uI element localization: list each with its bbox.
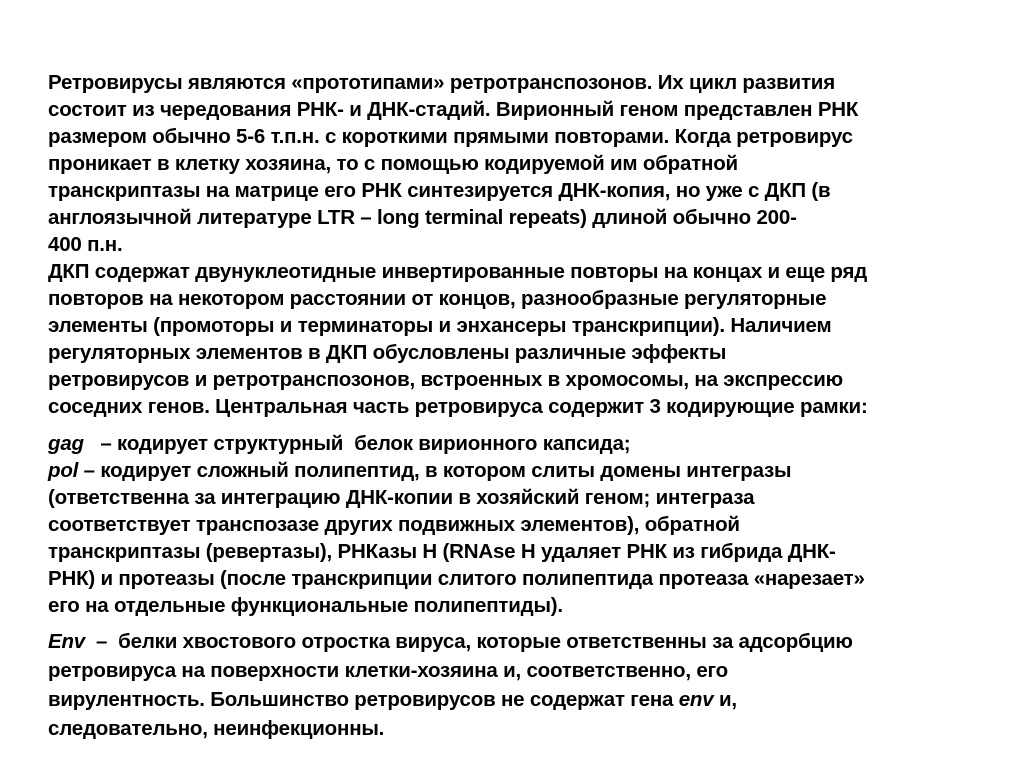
text-line: ретровирусов и ретротранспозонов, встроенных в хромосомы, на экспрессию [48, 368, 843, 391]
text-line: (ответственна за интеграцию ДНК-копии в хозяйский геном; интеграза [48, 486, 755, 509]
text-line: РНК) и протеазы (после транскрипции слитого полипептида протеаза «нарезает» [48, 567, 865, 590]
text-fragment: и, [713, 688, 737, 711]
text-line: соответствует транспозазе других подвижных элементов), обратной [48, 513, 740, 536]
paragraph-gag [48, 430, 988, 457]
text-line: состоит из чередования РНК- и ДНК-стадий. Вирионный геном представлен РНК [48, 98, 859, 121]
term-pol: pol [48, 459, 79, 482]
term-env-inline: env [678, 688, 714, 711]
text-line: ДКП содержат двунуклеотидные инвертированные повторы на концах и еще ряд [48, 260, 868, 283]
text-line: проникает в клетку хозяина, то с помощью кодируемой им обратной [48, 152, 738, 175]
text-line: транскриптазы (ревертазы), РНКазы Н (RNAse H удаляет РНК из гибрида ДНК- [48, 540, 836, 563]
gag-description: – кодирует структурный белок вирионного капсида; [83, 432, 631, 455]
paragraph-ltr [48, 258, 988, 420]
text-line: транскриптазы на матрице его РНК синтезируется ДНК-копия, но уже с ДКП (в [48, 179, 831, 202]
term-gag: gag [48, 432, 84, 455]
paragraph-env [48, 627, 988, 743]
text-line: повторов на некотором расстоянии от концов, разнообразные регуляторные [48, 287, 827, 310]
paragraph-pol [48, 457, 988, 619]
text-line: вирулентность. Большинство ретровирусов не содержат гена [48, 688, 679, 711]
text-line: Ретровирусы являются «прототипами» ретротранспозонов. Их цикл развития [48, 71, 835, 94]
text-line: размером обычно 5-6 т.п.н. с короткими прямыми повторами. Когда ретровирус [48, 125, 853, 148]
text-line: ретровируса на поверхности клетки-хозяина и, соответственно, его [48, 659, 728, 682]
text-line: следовательно, неинфекционны. [48, 717, 385, 740]
text-line: регуляторных элементов в ДКП обусловлены различные эффекты [48, 341, 727, 364]
text-line: 400 п.н. [48, 233, 123, 256]
paragraph-retrovirus-intro [48, 69, 988, 258]
text-line: соседних генов. Центральная часть ретровируса содержит 3 кодирующие рамки: [48, 395, 868, 418]
pol-description: – кодирует сложный полипептид, в котором слиты домены интегразы [78, 459, 792, 482]
env-description: – белки хвостового отростка вируса, которые ответственны за адсорбцию [85, 630, 853, 653]
slide-text [48, 69, 988, 743]
term-env: Env [48, 630, 85, 653]
text-line: англоязычной литературе LTR – long terminal repeats) длиной обычно 200- [48, 206, 797, 229]
text-line: элементы (промоторы и терминаторы и энхансеры транскрипции). Наличием [48, 314, 832, 337]
text-line: его на отдельные функциональные полипептиды). [48, 594, 563, 617]
